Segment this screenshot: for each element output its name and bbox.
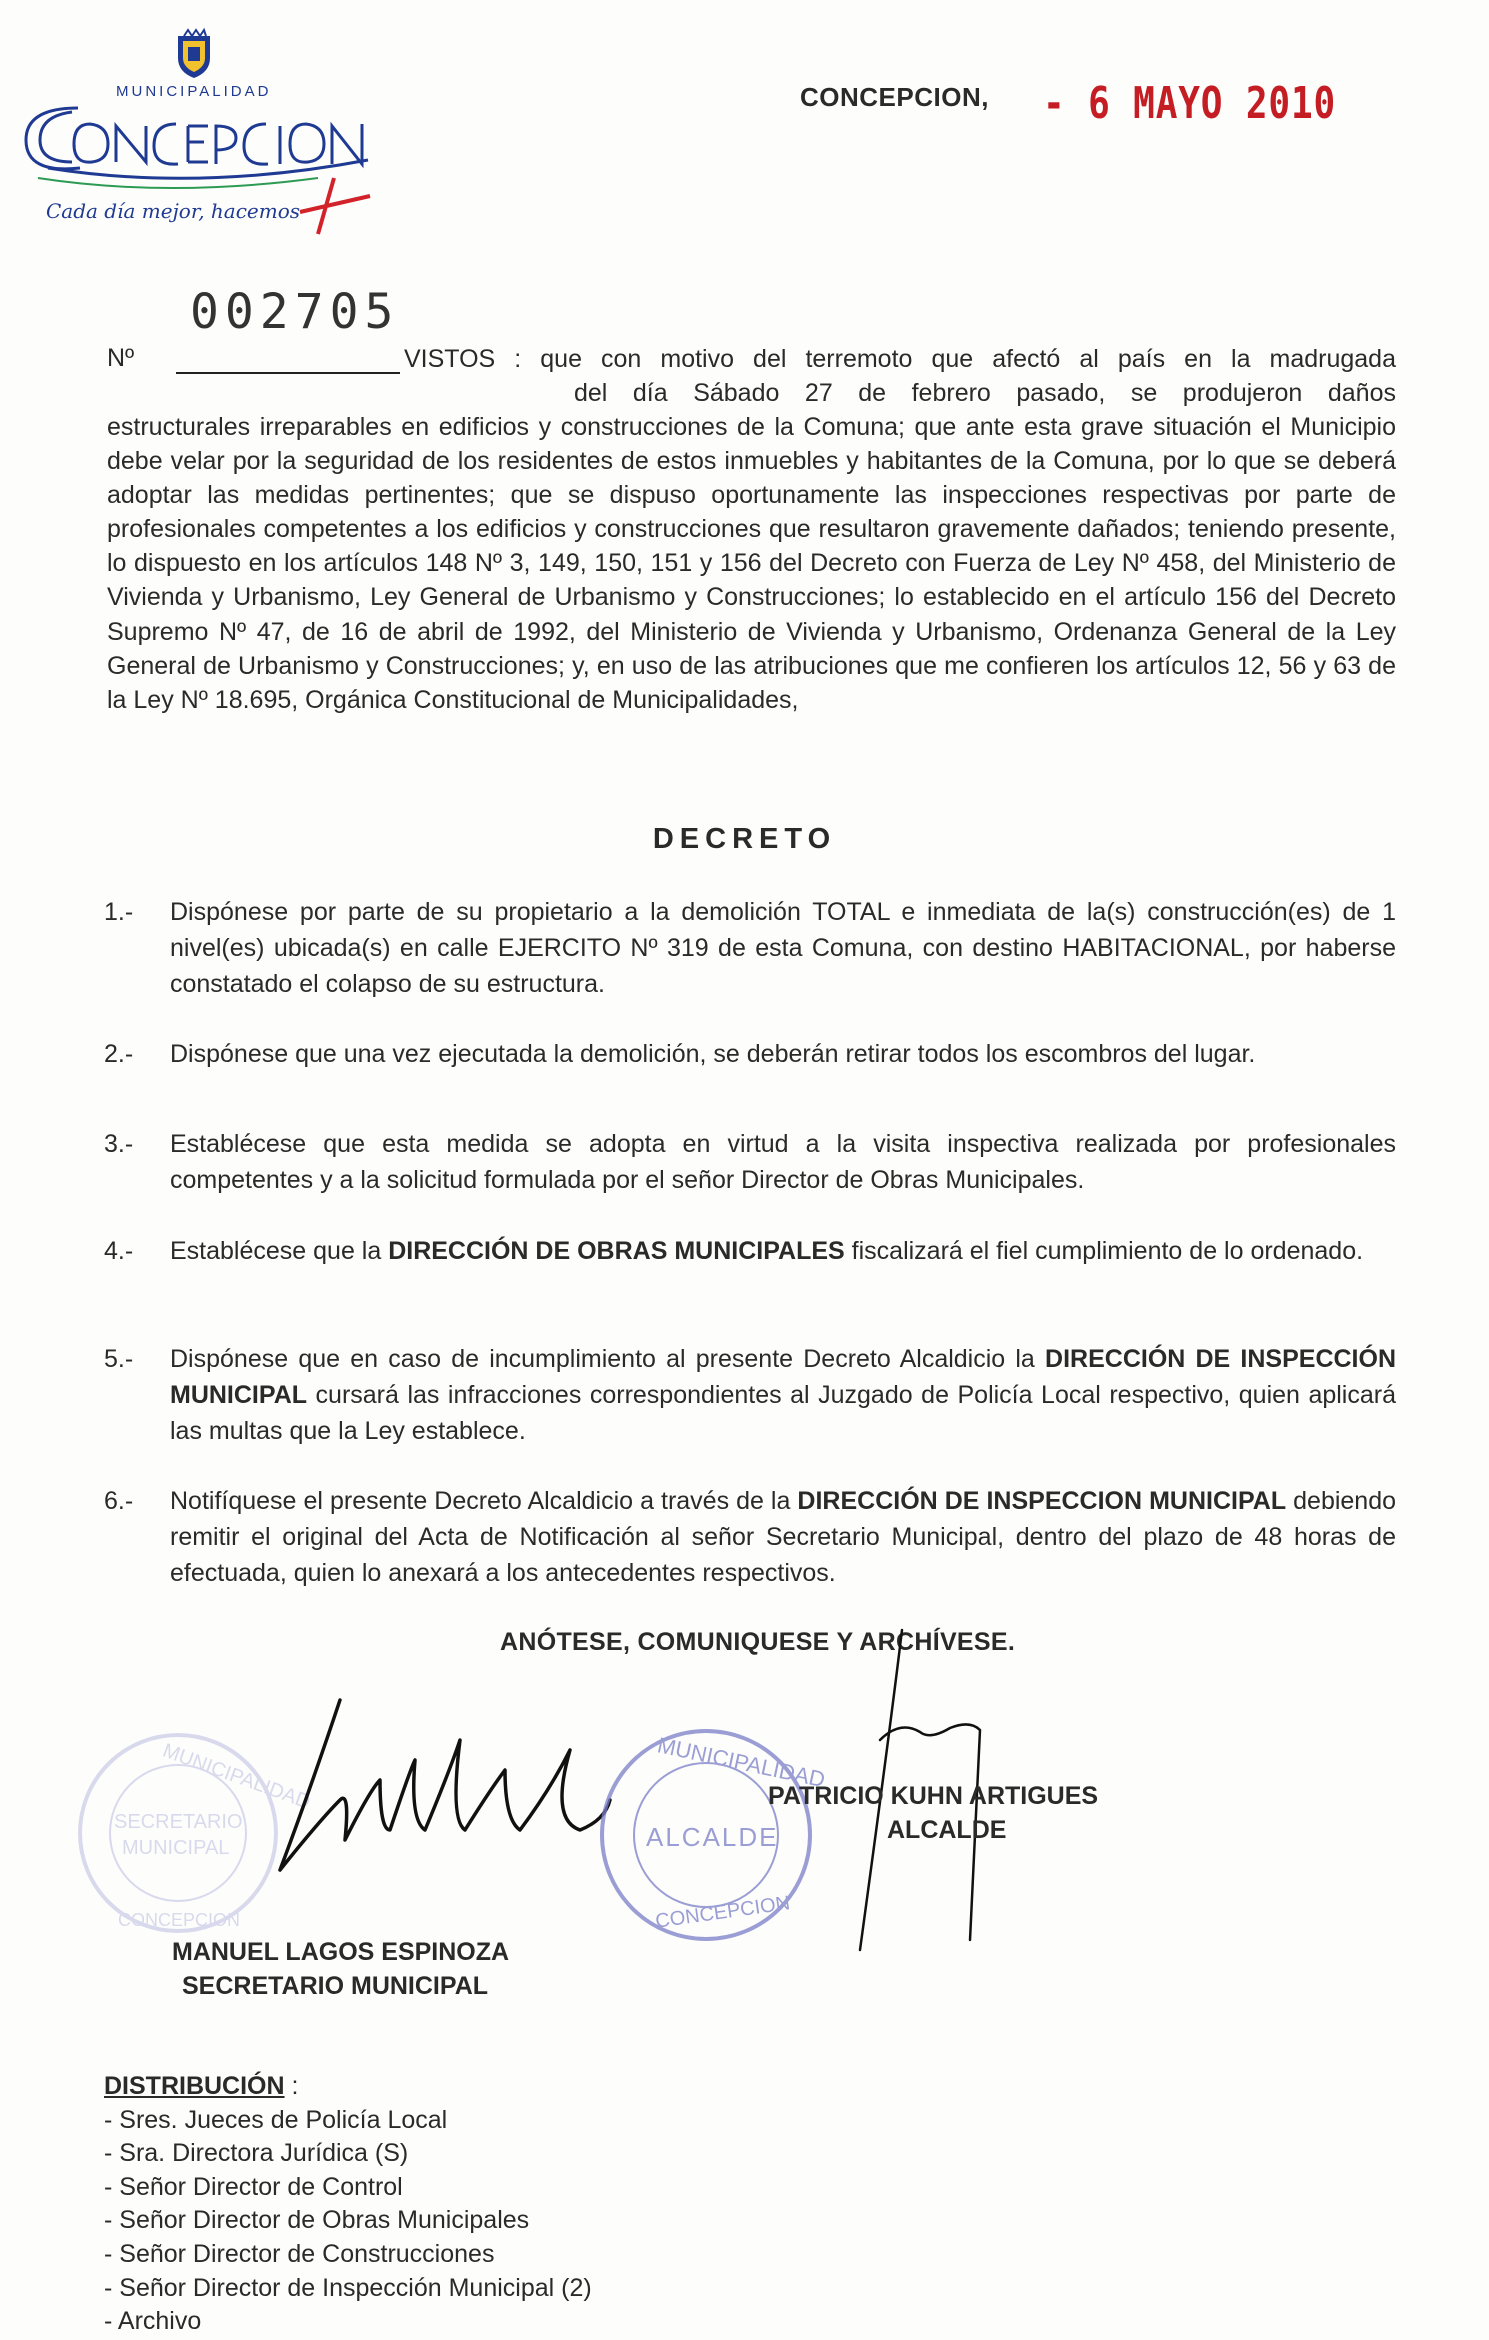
- item-text: Notifíquese el presente Decreto Alcaldicio a través de la DIRECCIÓN DE INSPECCION MUNICIPAL debiendo remitir el original del Acta de Notificación al señor Secretario Municipal, dentro del plazo de 48 horas de efectuada, quien lo anexará a los antecedentes respectivos.: [170, 1487, 1397, 1587]
- mayor-name: PATRICIO KUHN ARTIGUES: [768, 1782, 1099, 1810]
- secretary-name: MANUEL LAGOS ESPINOZA: [172, 1938, 510, 1966]
- vistos-line-1: VISTOS : que con motivo del terremoto que afectó al país en la madrugada: [404, 345, 1396, 373]
- secretary-signature: [250, 1680, 620, 1905]
- item-text: Establécese que esta medida se adopta en virtud a la visita inspectiva realizada por profesionales competentes y a la solicitud formulada por el señor Director de Obras Municipales.: [170, 1130, 1396, 1194]
- svg-text:MUNICIPAL: MUNICIPAL: [122, 1837, 230, 1859]
- distribution-item: - Señor Director de Construcciones: [104, 2239, 495, 2268]
- concepcion-crest-icon: [18, 28, 378, 228]
- item-number: 6.-: [104, 1487, 134, 1515]
- municipality-logo: [18, 28, 378, 228]
- secretary-title: SECRETARIO MUNICIPAL: [182, 1972, 489, 2000]
- item-text: Dispónese por parte de su propietario a la demolición TOTAL e inmediata de la(s) construcción(es) de 1 nivel(es) ubicada(s) en calle EJERCITO Nº 319 de esta Comuna, con destino HABITACIONAL, por haberse constatado el colapso de su estructura.: [170, 898, 1396, 998]
- item-number: 3.-: [104, 1130, 134, 1158]
- document-city: CONCEPCION,: [800, 82, 989, 112]
- svg-text:CONCEPCION: CONCEPCION: [654, 1892, 792, 1933]
- decree-number: 002705: [190, 284, 400, 340]
- decree-item: [104, 1036, 1396, 1072]
- item-text: Dispónese que una vez ejecutada la demolición, se deberán retirar todos los escombros del lugar.: [170, 1040, 1256, 1068]
- vistos-body: estructurales irreparables en edificios y construcciones de la Comuna; que ante esta grave situación el Municipio debe velar por la seguridad de los residentes de estos inmuebles y habitantes de la Comuna, por lo que se deberá adoptar las medidas pertinentes; que se dispuso oportunamente las inspecciones respectivas por parte de profesionales competentes a los edificios y construcciones que resultaron gravemente dañados; teniendo presente, lo dispuesto en los artículos 148 Nº 3, 149, 150, 151 y 156 del Decreto con Fuerza de Ley Nº 458, del Ministerio de Vivienda y Urbanismo, Ley General de Urbanismo y Construcciones; lo establecido en el artículo 156 del Decreto Supremo Nº 47, de 16 de abril de 1992, del Ministerio de Vivienda y Urbanismo, Ordenanza General de la Ley General de Urbanismo y Construcciones; y, en uso de las atribuciones que me confieren los artículos 12, 56 y 63 de la Ley Nº 18.695, Orgánica Constitucional de Municipalidades,: [107, 413, 1396, 714]
- item-bold-text: DIRECCIÓN DE INSPECCION MUNICIPAL: [797, 1487, 1287, 1515]
- svg-text:CONCEPCION: CONCEPCION: [118, 1910, 241, 1930]
- handwritten-signature-icon: [250, 1680, 620, 1900]
- svg-text:ALCALDE: ALCALDE: [646, 1822, 779, 1852]
- item-bold-text: DIRECCIÓN DE OBRAS MUNICIPALES: [388, 1237, 845, 1265]
- item-bold-text: DIRECCIÓN DE INSPECCIÓN MUNICIPAL: [170, 1345, 1396, 1409]
- mayor-title: ALCALDE: [887, 1816, 1007, 1844]
- closing-formula: ANÓTESE, COMUNIQUESE Y ARCHÍVESE.: [500, 1628, 1016, 1656]
- item-number: 5.-: [104, 1345, 134, 1373]
- decree-item: [104, 1483, 1396, 1591]
- distribution-item: - Señor Director de Control: [104, 2172, 403, 2201]
- item-text: Dispónese que en caso de incumplimiento al presente Decreto Alcaldicio la DIRECCIÓN DE INSPECCIÓN MUNICIPAL cursará las infracciones correspondientes al Juzgado de Policía Local respectivo, quien aplicará las multas que la Ley establece.: [170, 1345, 1396, 1445]
- decree-item: [104, 1341, 1396, 1449]
- svg-text:Cada día mejor, hacemos: Cada día mejor, hacemos: [46, 199, 301, 223]
- vistos-line-2: del día Sábado 27 de febrero pasado, se produjeron daños: [574, 379, 1396, 407]
- svg-text:MUNICIPALIDAD: MUNICIPALIDAD: [655, 1732, 828, 1793]
- item-number: 4.-: [104, 1237, 134, 1265]
- item-number: 2.-: [104, 1040, 134, 1068]
- mayor-seal-icon: [596, 1720, 828, 1950]
- distribution-item: - Archivo: [104, 2307, 202, 2336]
- number-label: Nº: [107, 344, 135, 372]
- item-number: 1.-: [104, 898, 134, 926]
- distribution-heading: DISTRIBUCIÓN :: [104, 2072, 299, 2100]
- distribution-item: - Señor Director de Obras Municipales: [104, 2206, 530, 2235]
- distribution-list: [104, 2070, 592, 2339]
- number-underline: [176, 372, 400, 374]
- item-text: Establécese que la DIRECCIÓN DE OBRAS MUNICIPALES fiscalizará el fiel cumplimiento de lo ordenado.: [170, 1237, 1364, 1265]
- mayor-seal: [596, 1720, 828, 1950]
- decree-item: [104, 1233, 1396, 1269]
- decreto-title: DECRETO: [652, 823, 837, 855]
- decree-item: [104, 894, 1396, 1002]
- svg-text:MUNICIPALIDAD: MUNICIPALIDAD: [116, 83, 272, 100]
- date-stamp: - 6 MAYO 2010: [1043, 78, 1337, 129]
- distribution-item: - Sres. Jueces de Policía Local: [104, 2105, 448, 2134]
- svg-text:MUNICIPALIDAD: MUNICIPALIDAD: [159, 1739, 314, 1814]
- decree-item: [104, 1126, 1396, 1198]
- distribution-item: - Señor Director de Inspección Municipal (2): [104, 2273, 592, 2302]
- svg-text:SECRETARIO: SECRETARIO: [114, 1811, 243, 1833]
- distribution-item: - Sra. Directora Jurídica (S): [104, 2139, 409, 2168]
